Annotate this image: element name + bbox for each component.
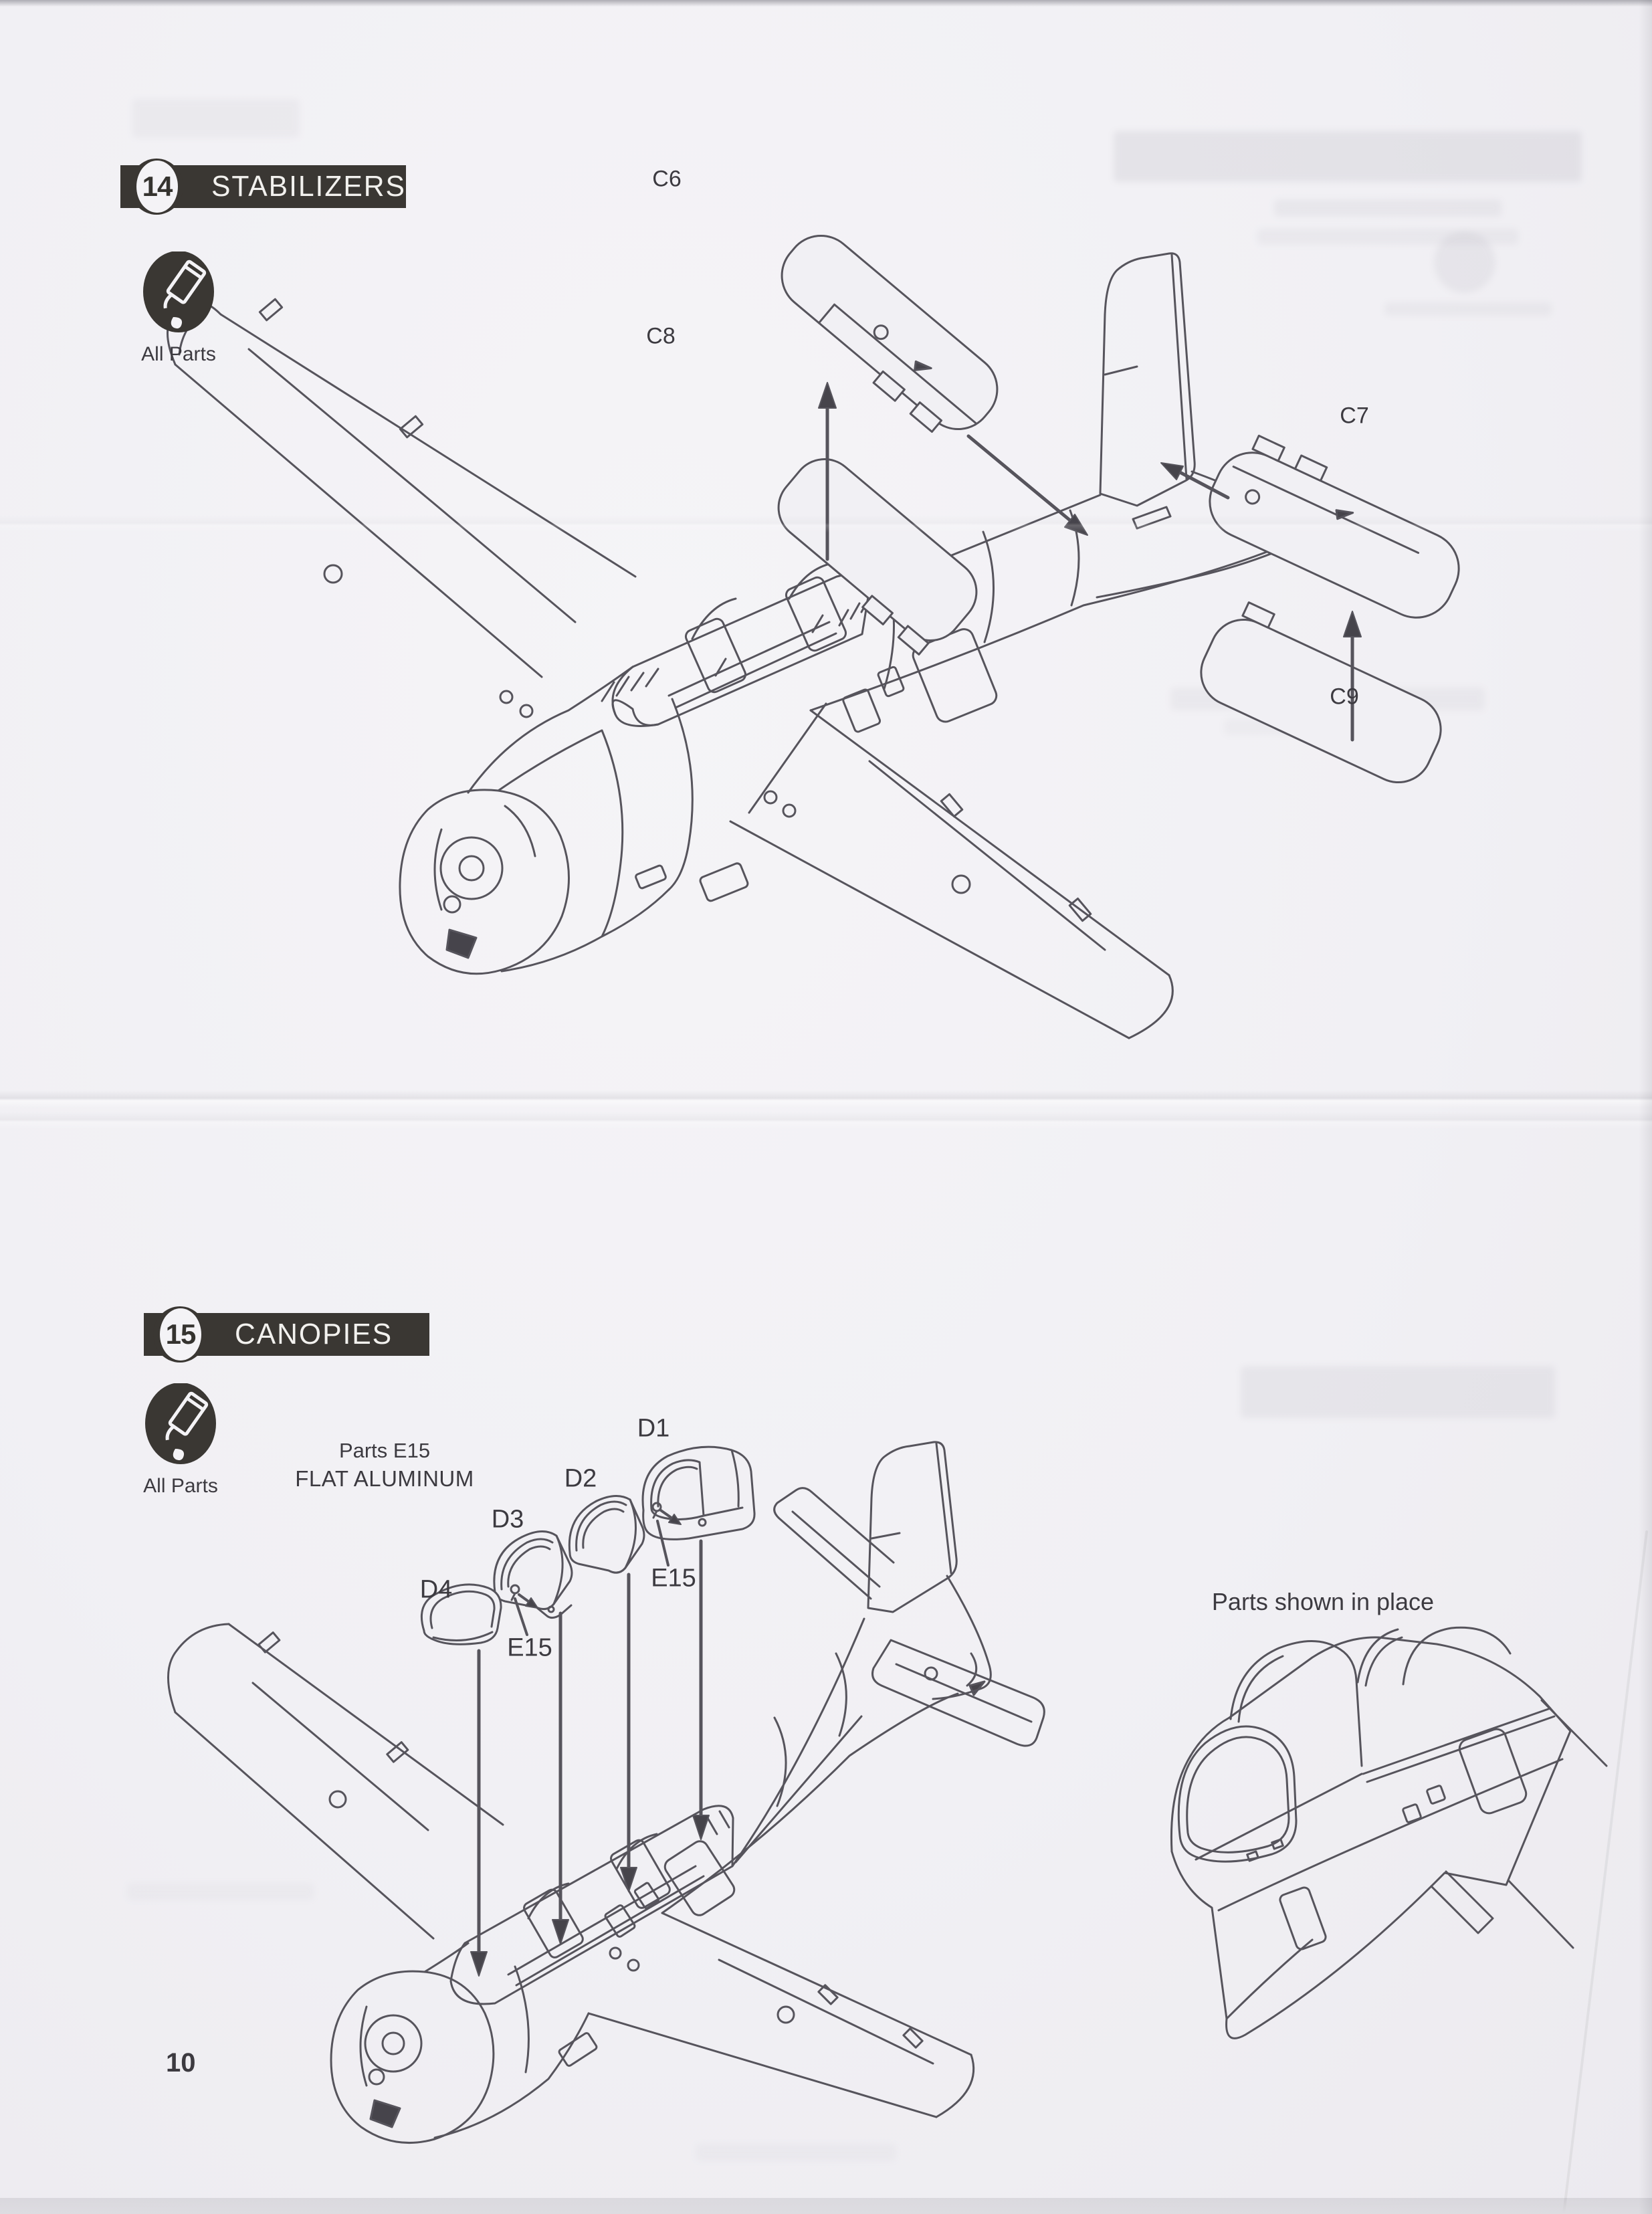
step14-aircraft-drawing: [167, 254, 1303, 1038]
step15-title: CANOPIES: [235, 1318, 393, 1350]
part-d2-drawing: [569, 1496, 644, 1573]
part-label-d1: D1: [637, 1414, 670, 1443]
inset-closeup-drawing: [1171, 1627, 1607, 2038]
fold-crease: [0, 1090, 1652, 1108]
part-label-d2: D2: [564, 1464, 597, 1493]
part-label-c8: C8: [646, 323, 676, 349]
part-label-c9: C9: [1330, 684, 1359, 710]
part-label-d4: D4: [419, 1575, 453, 1604]
step14-header: [120, 165, 406, 208]
page-number: 10: [166, 2048, 196, 2078]
assembly-arrows-step15: [471, 1541, 709, 1976]
part-label-d3: D3: [491, 1505, 524, 1534]
part-c9-drawing: [1190, 595, 1457, 793]
part-c6-drawing: [761, 221, 1012, 451]
part-label-c7: C7: [1340, 403, 1369, 429]
fold-crease: [0, 1112, 1652, 1129]
part-label-e15-left: E15: [507, 1633, 552, 1662]
scan-edge-bottom: [0, 2198, 1652, 2214]
step15-number-badge: [144, 1313, 203, 1356]
inset-caption: Parts shown in place: [1211, 1588, 1435, 1615]
scan-edge-top: [0, 0, 1652, 7]
step14-number-badge: [120, 165, 179, 208]
step15-number: 15: [165, 1318, 196, 1350]
step14-glue-stamp: [125, 251, 232, 366]
step14-number: 14: [142, 171, 173, 202]
scan-edge-right: [1639, 0, 1652, 2214]
material-note-line1: Parts E15: [338, 1439, 431, 1462]
corner-crease: [1564, 1532, 1647, 2214]
material-note-line2: FLAT ALUMINUM: [295, 1466, 474, 1491]
step14-title: STABILIZERS: [211, 170, 406, 203]
glue-tube-icon: [142, 251, 215, 336]
part-label-c6: C6: [652, 166, 682, 192]
step15-header: [144, 1313, 429, 1356]
glue-tube-icon: [144, 1383, 217, 1468]
fold-crease: [0, 515, 1652, 532]
material-note: [295, 1437, 474, 1493]
step14-glue-label: All Parts: [141, 343, 216, 365]
step15-glue-label: All Parts: [143, 1475, 218, 1497]
step15-glue-stamp: [127, 1383, 234, 1498]
part-label-e15-right: E15: [651, 1564, 696, 1593]
